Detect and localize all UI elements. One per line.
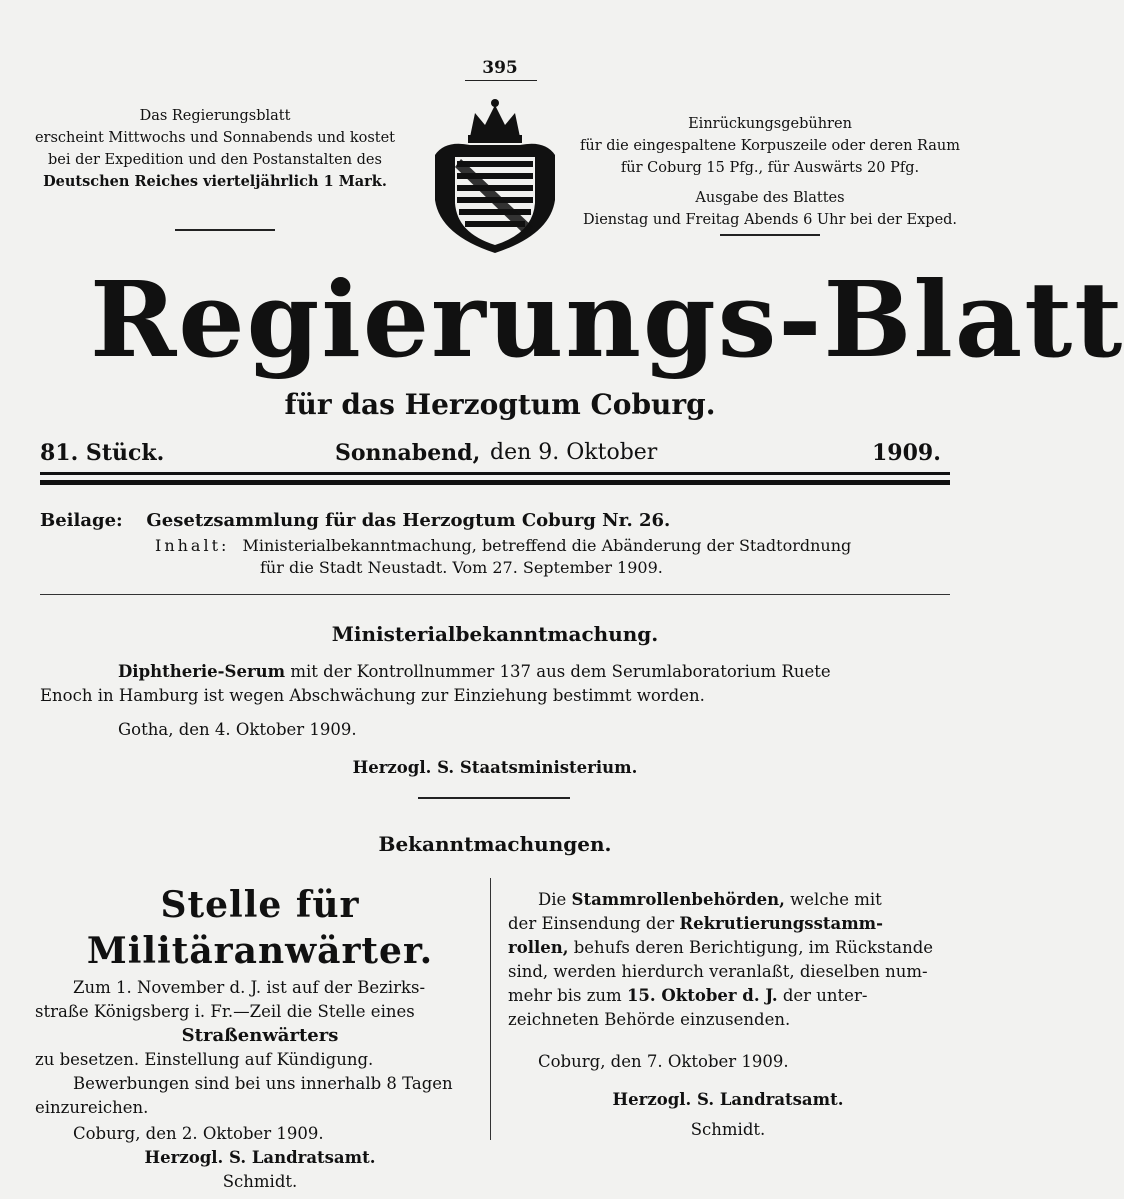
body-text: mit der Kontrollnummer 137 aus dem Serumlaboratorium Ruete: [290, 662, 831, 681]
body-text: straße Königsberg i. Fr.—Zeil die Stelle eines: [35, 1002, 415, 1021]
place-date: Gotha, den 4. Oktober 1909.: [118, 720, 357, 739]
body-text: einzureichen.: [35, 1098, 149, 1117]
info-line: Dienstag und Freitag Abends 6 Uhr bei der Exped.: [582, 212, 958, 228]
ducal-coat-of-arms-icon: [425, 95, 565, 255]
body-text: Enoch in Hamburg ist wegen Abschwächung zur Einziehung bestimmt worden.: [40, 686, 705, 705]
body-text: Bewerbungen sind bei uns innerhalb 8 Tagen: [73, 1074, 453, 1093]
body-text: welche mit: [790, 890, 882, 909]
place-date: Coburg, den 7. Oktober 1909.: [538, 1052, 789, 1071]
place-date: Coburg, den 2. Oktober 1909.: [73, 1124, 324, 1143]
ministerial-body: [40, 660, 950, 708]
body-text: sind, werden hierdurch veranlaßt, dieselben num-: [508, 962, 928, 981]
dateline-rule-bottom: [40, 480, 950, 485]
bold-term: rollen,: [508, 938, 569, 957]
masthead-title: Regierungs-Blatt: [90, 258, 1124, 381]
ministerial-heading: Ministerialbekanntmachung.: [331, 622, 659, 646]
body-text: der unter-: [782, 986, 868, 1005]
body-text: behufs deren Berichtigung, im Rückstande: [573, 938, 934, 957]
publication-info: [30, 105, 400, 193]
body-text: zu besetzen. Einstellung auf Kündigung.: [35, 1050, 374, 1069]
page-number: 395: [482, 58, 518, 78]
contents-text: Ministerialbekanntmachung, betreffend die Abänderung der Stadtordnung: [242, 536, 852, 555]
divider: [175, 229, 275, 231]
column-divider: [490, 878, 491, 1140]
bold-term: 15. Oktober d. J.: [626, 986, 778, 1005]
info-line: Ausgabe des Blattes: [695, 190, 845, 206]
signer: Schmidt.: [690, 1120, 766, 1139]
signature: Herzogl. S. Staatsministerium.: [352, 758, 638, 777]
issue-weekday: Sonnabend,: [335, 440, 481, 466]
fee-info: [575, 113, 965, 231]
authority: Herzogl. S. Landratsamt.: [612, 1090, 844, 1109]
signer: Schmidt.: [222, 1172, 298, 1191]
masthead-subtitle: für das Herzogtum Coburg.: [284, 388, 716, 421]
notice-heading: Stelle für Militäranwärter.: [86, 884, 434, 972]
left-notice: [35, 882, 485, 1194]
bold-term: Stammrollenbehörden,: [571, 890, 785, 909]
supplement-line: [40, 510, 950, 531]
supplement-contents: [155, 535, 950, 579]
contents-text: für die Stadt Neustadt. Vom 27. September 1909.: [260, 558, 663, 577]
info-line: Einrückungsgebühren: [688, 116, 852, 132]
info-line: Deutschen Reiches vierteljährlich 1 Mark.: [43, 173, 387, 190]
dateline-rule-top: [40, 472, 950, 475]
issue-number: 81. Stück.: [40, 440, 165, 466]
body-text: Die: [538, 890, 567, 909]
authority: Herzogl. S. Landratsamt.: [144, 1148, 376, 1167]
issue-year: 1909.: [872, 440, 941, 466]
announcements-heading: Bekanntmachungen.: [378, 832, 612, 856]
info-line: bei der Expedition und den Postanstalten des: [48, 152, 382, 168]
body-text: Zum 1. November d. J. ist auf der Bezirks-: [73, 978, 426, 997]
bold-title: Straßenwärters: [181, 1025, 339, 1046]
right-notice: [508, 888, 948, 1142]
info-line: erscheint Mittwochs und Sonnabends und kostet: [34, 130, 396, 146]
issue-date: den 9. Oktober: [490, 440, 658, 465]
supplement-label: Beilage:: [40, 510, 123, 531]
divider: [720, 234, 820, 236]
info-line: für die eingespaltene Korpuszeile oder deren Raum: [579, 138, 960, 154]
info-line: für Coburg 15 Pfg., für Auswärts 20 Pfg.: [620, 160, 920, 176]
body-text: zeichneten Behörde einzusenden.: [508, 1010, 791, 1029]
bold-lead: Diphtherie-Serum: [118, 662, 286, 681]
info-line: Das Regierungsblatt: [139, 108, 291, 124]
body-text: der Einsendung der: [508, 914, 675, 933]
divider: [418, 797, 570, 799]
page-number-rule: [465, 80, 537, 81]
body-text: mehr bis zum: [508, 986, 622, 1005]
bold-term: Rekrutierungsstamm-: [679, 914, 883, 933]
section-rule: [40, 594, 950, 595]
contents-label: Inhalt:: [155, 536, 230, 555]
supplement-title: Gesetzsammlung für das Herzogtum Coburg Nr. 26.: [146, 510, 671, 531]
